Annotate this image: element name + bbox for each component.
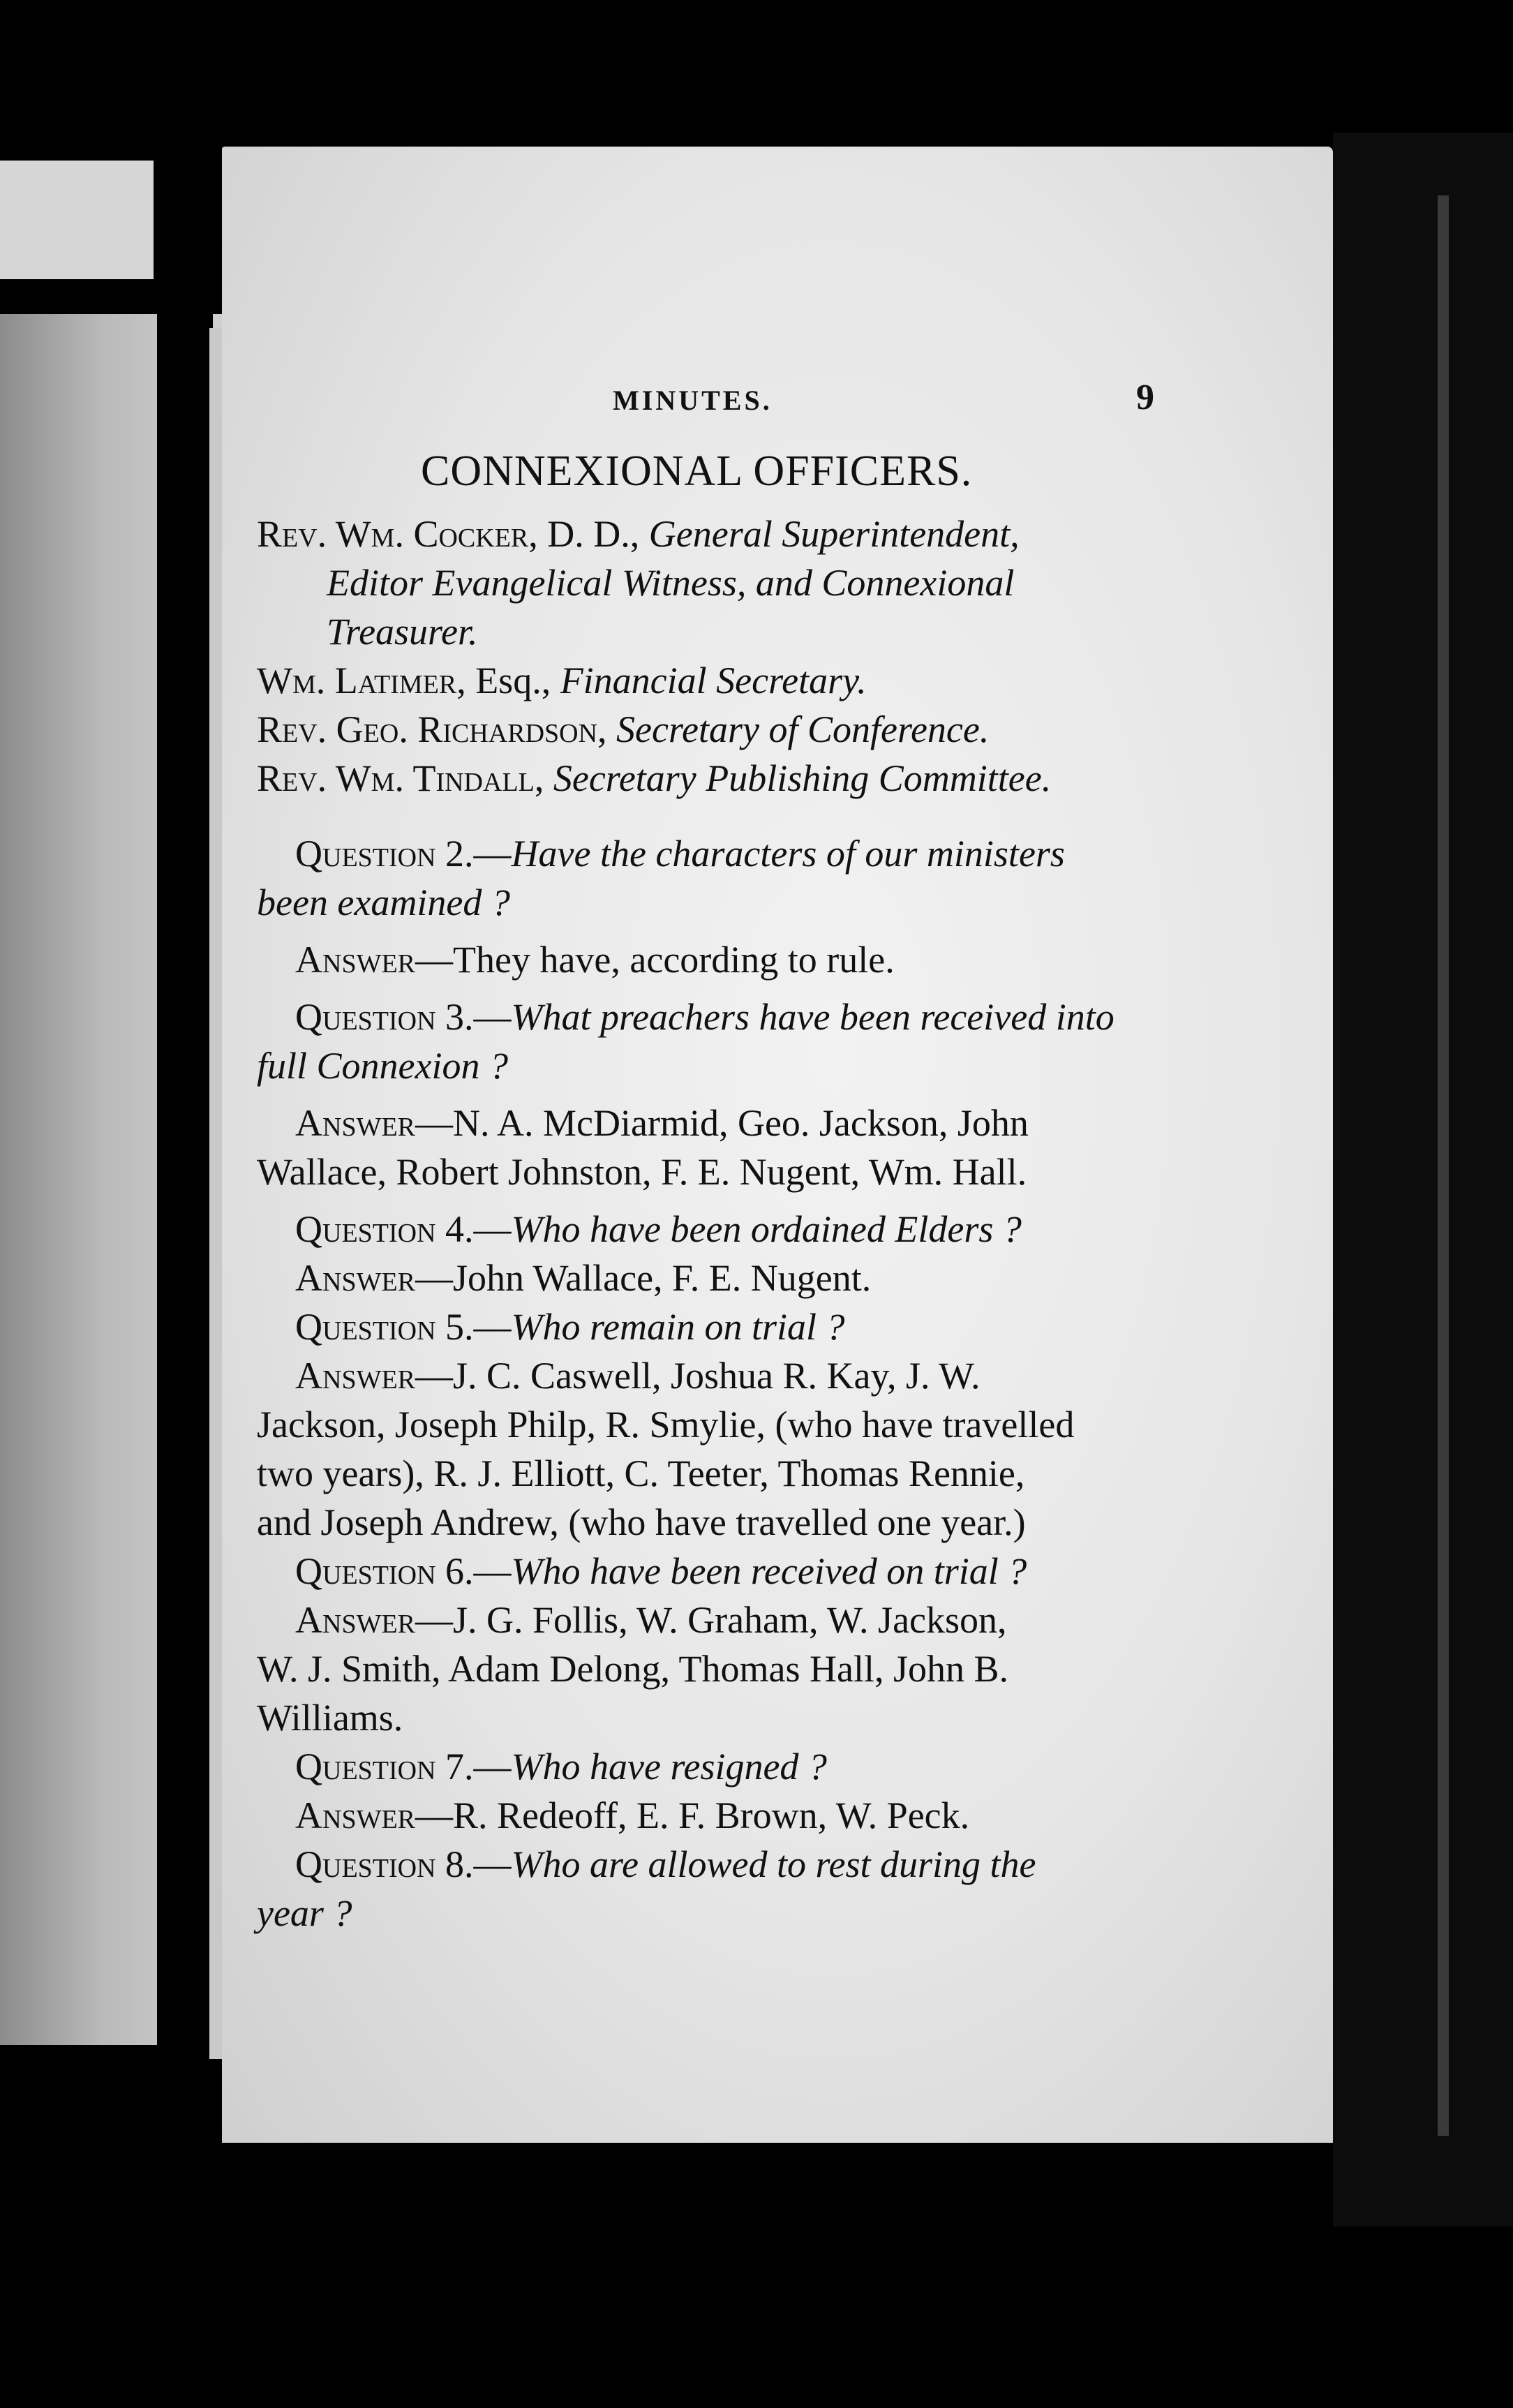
question-line	[257, 829, 1192, 878]
question-label: Question 4.—	[295, 1208, 512, 1250]
question-label: Question 5.—	[295, 1306, 512, 1348]
question-text: Who are allowed to rest during the	[511, 1843, 1036, 1885]
question-line	[257, 1205, 1192, 1254]
officer-role: Secretary of Conference.	[616, 708, 990, 750]
gutter-shadow	[157, 161, 213, 2408]
officer-name: Wm. Latimer	[257, 660, 457, 701]
answer-text: Williams.	[257, 1697, 403, 1739]
answer-label: Answer—	[295, 939, 453, 981]
officer-suffix: , D. D.,	[528, 513, 649, 555]
answer-label: Answer—	[295, 1257, 453, 1299]
question-text: Have the characters of our ministers	[511, 833, 1065, 875]
officer-role: General Superintendent,	[648, 513, 1020, 555]
body-text	[257, 510, 1192, 1938]
officer-role: Treasurer.	[327, 611, 478, 653]
answer-label: Answer—	[295, 1355, 453, 1397]
answer-line	[257, 1400, 1192, 1449]
answer-line	[257, 1147, 1192, 1196]
cover-edge-line	[1438, 195, 1449, 2136]
officer-line	[257, 510, 1192, 558]
book-page	[222, 147, 1333, 2143]
answer-text: J. G. Follis, W. Graham, W. Jackson,	[453, 1599, 1007, 1641]
answer-line	[257, 1596, 1192, 1644]
answer-label: Answer—	[295, 1794, 453, 1836]
answer-label: Answer—	[295, 1102, 453, 1144]
answer-line	[257, 1351, 1192, 1400]
answer-text: John Wallace, F. E. Nugent.	[453, 1257, 872, 1299]
question-text: Who have been ordained Elders ?	[511, 1208, 1022, 1250]
answer-line	[257, 1449, 1192, 1498]
answer-line	[257, 1099, 1192, 1147]
officer-role: Secretary Publishing Committee.	[553, 757, 1052, 799]
question-line	[257, 1041, 1192, 1090]
officer-line	[257, 656, 1192, 705]
officer-role: Editor Evangelical Witness, and Connexional	[327, 562, 1015, 604]
officer-role-continued	[257, 558, 1192, 607]
question-text: been examined ?	[257, 882, 510, 923]
book-cover-edge	[1333, 133, 1513, 2227]
officer-name: Rev. Geo. Richardson	[257, 708, 598, 750]
officer-suffix: ,	[597, 708, 617, 750]
officer-suffix: , Esq.,	[456, 660, 560, 701]
question-line	[257, 1889, 1192, 1938]
question-text: year ?	[257, 1892, 352, 1934]
question-line	[257, 1547, 1192, 1596]
officer-role-continued	[257, 607, 1192, 656]
question-text: Who remain on trial ?	[511, 1306, 845, 1348]
answer-text: N. A. McDiarmid, Geo. Jackson, John	[453, 1102, 1029, 1144]
answer-text: two years), R. J. Elliott, C. Teeter, Thomas Rennie,	[257, 1452, 1025, 1494]
officer-suffix: ,	[534, 757, 553, 799]
question-line	[257, 1742, 1192, 1791]
running-head: MINUTES.	[613, 385, 773, 416]
question-label: Question 6.—	[295, 1550, 512, 1592]
officer-name: Rev. Wm. Tindall	[257, 757, 535, 799]
officer-name: Rev. Wm. Cocker	[257, 513, 529, 555]
answer-line	[257, 935, 1192, 984]
answer-text: W. J. Smith, Adam Delong, Thomas Hall, John B.	[257, 1648, 1009, 1690]
question-line	[257, 993, 1192, 1041]
page-number: 9	[1136, 378, 1154, 417]
question-label: Question 7.—	[295, 1746, 512, 1788]
question-label: Question 2.—	[295, 833, 512, 875]
question-line	[257, 1840, 1192, 1889]
answer-text: Wallace, Robert Johnston, F. E. Nugent, Wm. Hall.	[257, 1151, 1027, 1193]
question-line	[257, 1302, 1192, 1351]
answer-line	[257, 1693, 1192, 1742]
question-text: Who have been received on trial ?	[511, 1550, 1027, 1592]
answer-text: R. Redeoff, E. F. Brown, W. Peck.	[453, 1794, 970, 1836]
answer-line	[257, 1498, 1192, 1547]
answer-text: and Joseph Andrew, (who have travelled one year.)	[257, 1501, 1026, 1543]
question-text: Who have resigned ?	[511, 1746, 827, 1788]
officer-line	[257, 705, 1192, 754]
answer-text: Jackson, Joseph Philp, R. Smylie, (who have travelled	[257, 1404, 1075, 1445]
answer-text: J. C. Caswell, Joshua R. Kay, J. W.	[453, 1355, 981, 1397]
answer-line	[257, 1791, 1192, 1840]
adjacent-page-strip	[0, 161, 154, 279]
answer-text: They have, according to rule.	[453, 939, 895, 981]
question-label: Question 3.—	[295, 996, 512, 1038]
question-line	[257, 878, 1192, 927]
answer-line	[257, 1644, 1192, 1693]
section-title: CONNEXIONAL OFFICERS.	[421, 447, 973, 495]
answer-label: Answer—	[295, 1599, 453, 1641]
question-label: Question 8.—	[295, 1843, 512, 1885]
question-text: full Connexion ?	[257, 1045, 508, 1087]
officer-line	[257, 754, 1192, 803]
officer-role: Financial Secretary.	[560, 660, 867, 701]
question-text: What preachers have been received into	[511, 996, 1115, 1038]
answer-line	[257, 1254, 1192, 1302]
